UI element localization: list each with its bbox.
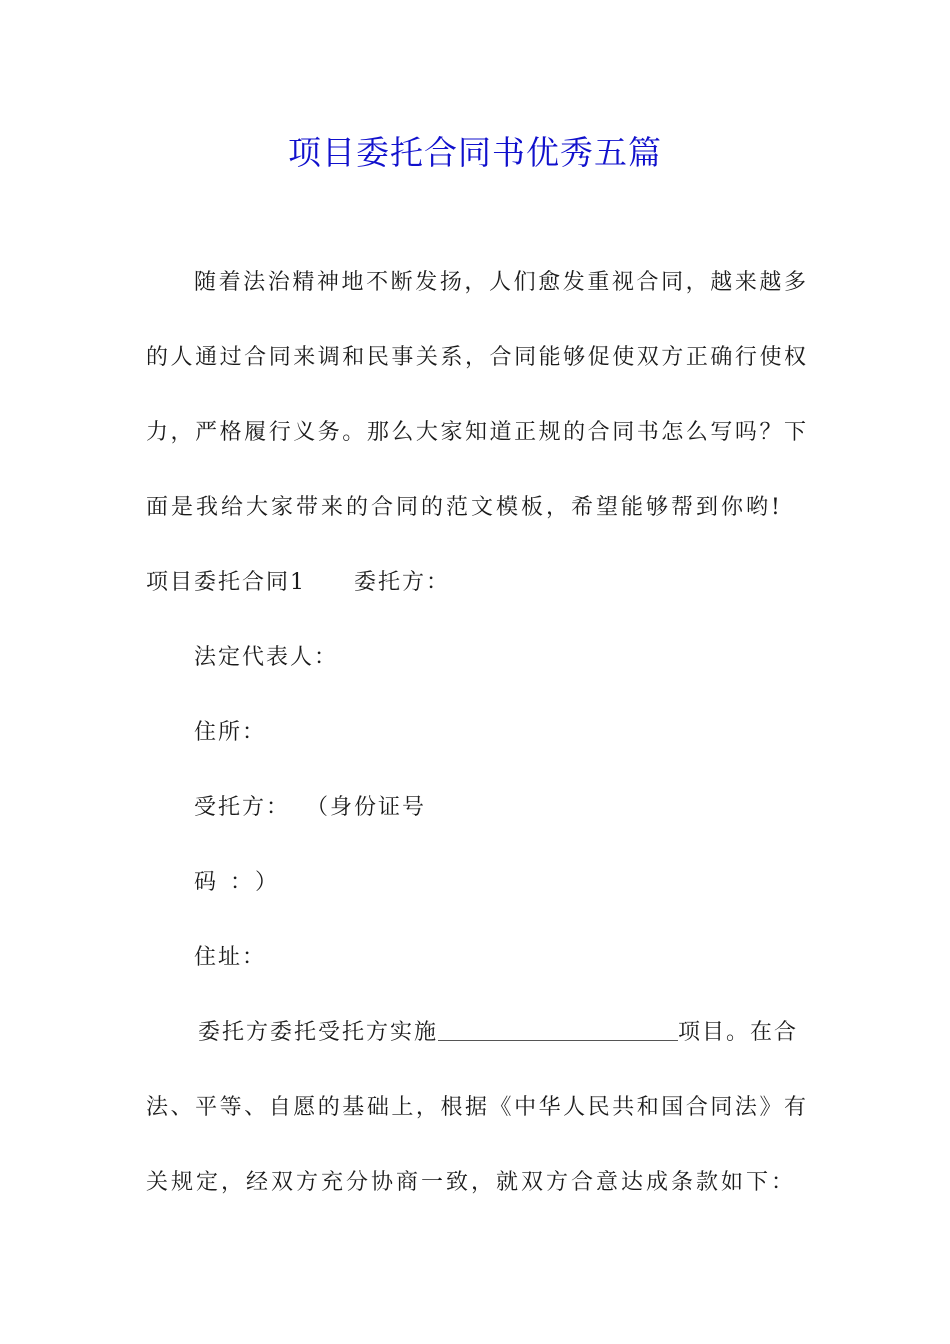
project-name-blank — [438, 1018, 678, 1041]
clause-line-1-start: 委托方委托受托方实施 — [198, 1020, 439, 1045]
id-number-label-continued: 码：） — [194, 870, 292, 895]
intro-line-1: 随着法治精神地不断发扬，人们愈发重视合同，越来越多 — [194, 270, 806, 295]
intro-line-4: 面是我给大家带来的合同的范文模板，希望能够帮到你哟! — [146, 495, 783, 520]
residence-label: 住所： — [194, 720, 267, 745]
intro-line-2: 的人通过合同来调和民事关系，合同能够促使双方正确行使权 — [146, 345, 806, 370]
clause-line-1 — [198, 1018, 806, 1048]
principal-label: 委托方： — [354, 570, 451, 595]
id-number-label: （身份证号 — [306, 795, 427, 820]
intro-line-3: 力，严格履行义务。那么大家知道正规的合同书怎么写吗？下 — [146, 420, 806, 445]
legal-representative-label: 法定代表人： — [194, 645, 339, 670]
clause-line-3: 关规定，经双方充分协商一致，就双方合意达成条款如下： — [146, 1170, 797, 1195]
document-title: 项目委托合同书优秀五篇 — [288, 133, 662, 172]
agent-label: 受托方： — [194, 795, 291, 820]
clause-line-1-end: 项目。在合 — [678, 1020, 799, 1045]
address-label: 住址： — [194, 945, 267, 970]
contract-heading: 项目委托合同1 — [146, 570, 306, 595]
clause-line-2: 法、平等、自愿的基础上，根据《中华人民共和国合同法》有 — [146, 1095, 806, 1120]
